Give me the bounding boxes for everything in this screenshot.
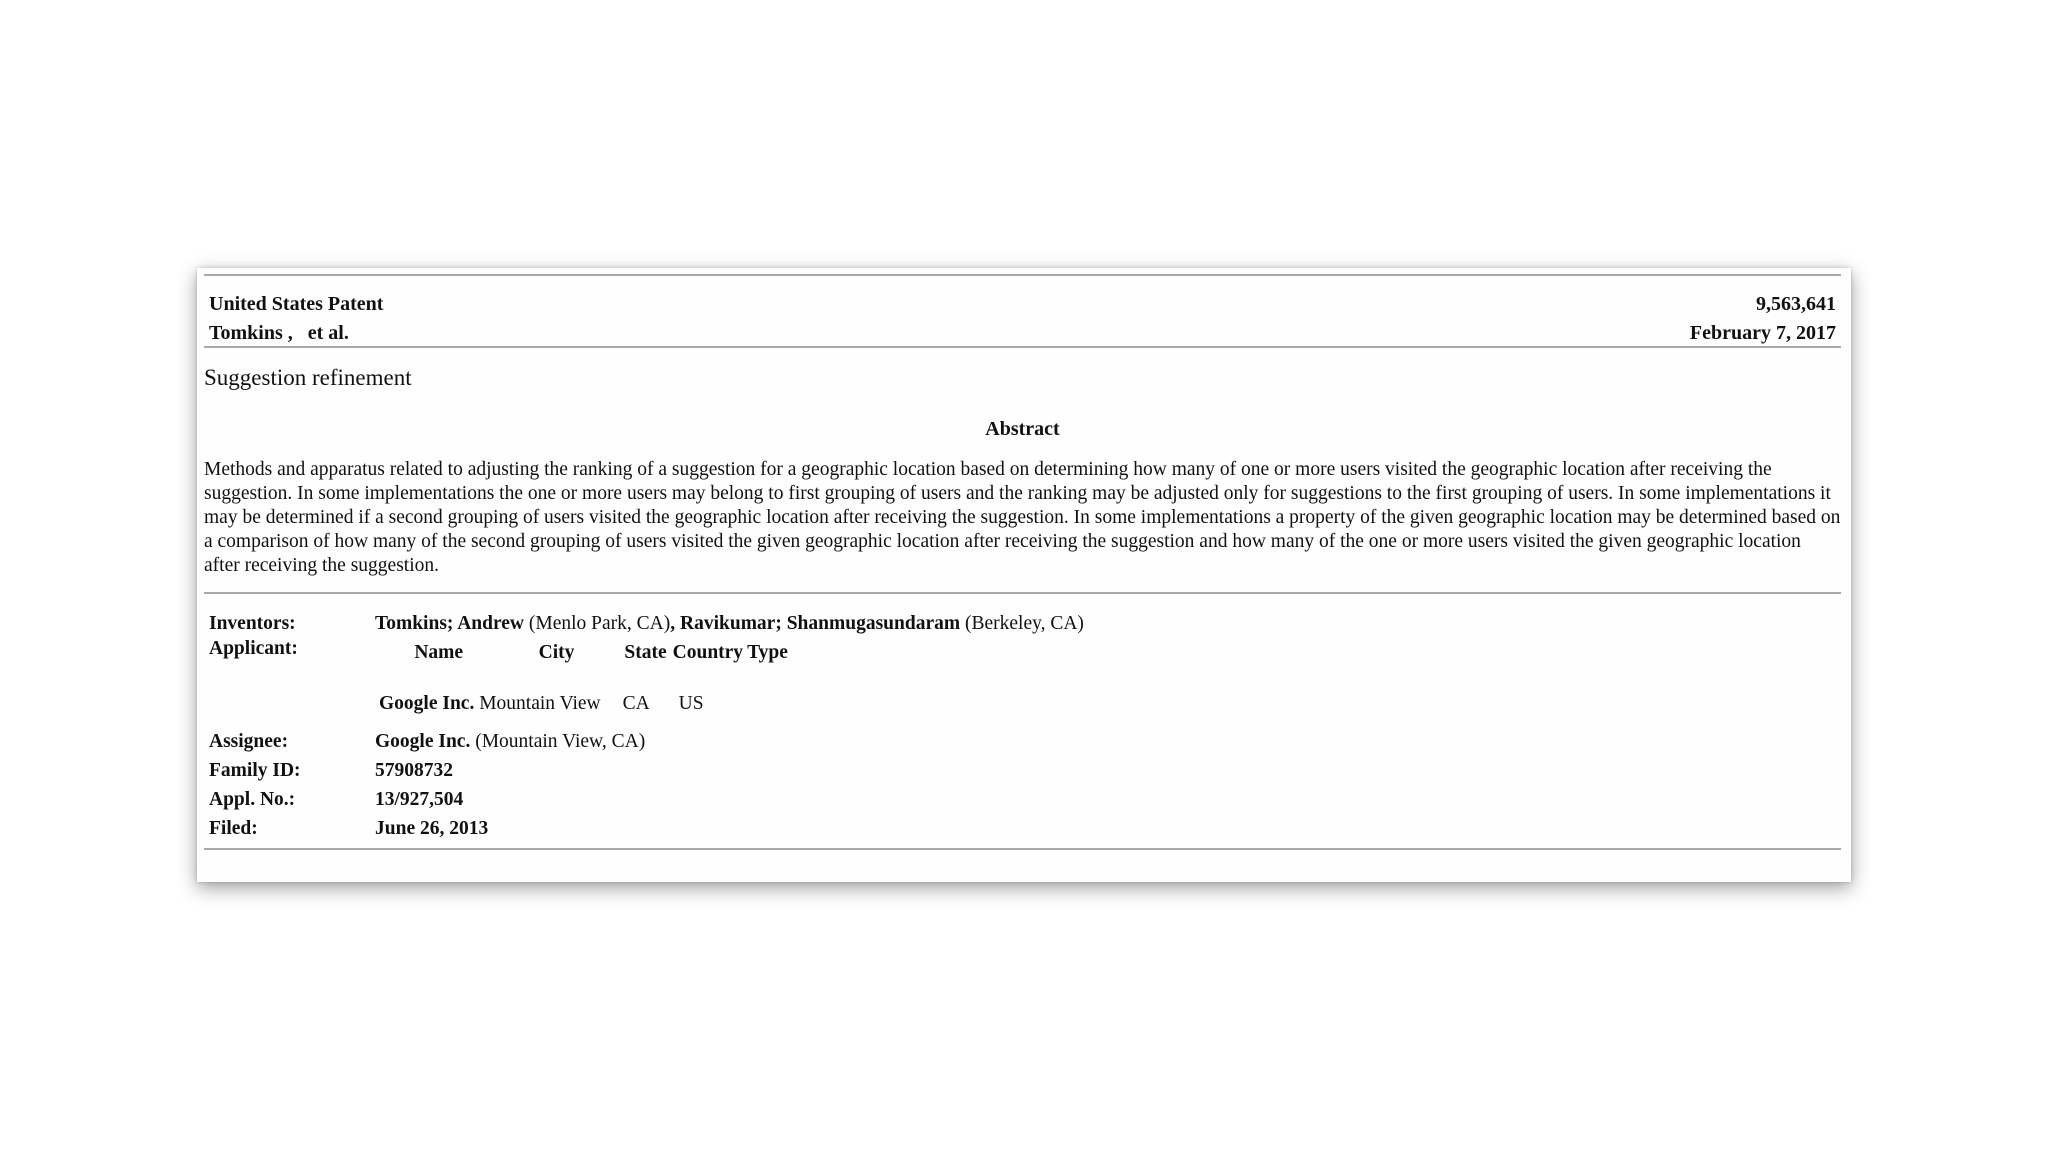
applicant-country: US (678, 693, 704, 714)
applicant-type (747, 675, 792, 727)
filed-value: June 26, 2013 (375, 818, 489, 839)
applicant-table-header (375, 638, 792, 675)
assignee-name: Google Inc. (375, 731, 471, 752)
filed-label: Filed: (209, 818, 258, 839)
assignee-row (209, 727, 1841, 756)
assignee-location: (Mountain View, CA) (470, 731, 646, 752)
bottom-divider (204, 848, 1841, 850)
column-header-state: State (624, 642, 667, 663)
patent-date: February 7, 2017 (1689, 322, 1836, 344)
document-type: United States Patent (209, 293, 384, 315)
abstract-text: Methods and apparatus related to adjusting the ranking of a suggestion for a geographic location based on determining how many of one or more users visited the geographic location after receiving the suggestion. In some implementations the one or more users may belong to first grouping of users and the ranking may be adjusted only for suggestions to the first grouping of users. In some implementations it may be determined if a second grouping of users visited the geographic location after receiving the suggestion. In some implementations a property of the given geographic location may be determined based on a comparison of how many of the second grouping of users visited the given geographic location after receiving the suggestion and how many of the one or more users visited the given geographic location after receiving the suggestion. (204, 459, 1841, 576)
header-right (1690, 290, 1836, 346)
inventor-separator: , (670, 613, 680, 634)
applicant-name-city-cell (375, 675, 611, 727)
applicant-city: Mountain View (479, 693, 601, 714)
column-header-city: City (538, 642, 575, 663)
column-header-name: Name (414, 642, 464, 663)
patent-metadata (204, 594, 1841, 843)
inventors-row (209, 609, 1841, 638)
patent-title: Suggestion refinement (204, 365, 412, 390)
appl-no-row (209, 785, 1841, 814)
assignee-value (375, 727, 645, 756)
assignee-label: Assignee: (209, 731, 289, 752)
abstract-heading: Abstract (985, 418, 1060, 440)
header-left (209, 290, 383, 346)
appl-no-label: Appl. No.: (209, 789, 296, 810)
appl-no-value: 13/927,504 (375, 789, 464, 810)
inventors-value (375, 609, 1084, 638)
inventor-name-1: Tomkins; Andrew (375, 613, 525, 634)
applicant-label: Applicant: (209, 638, 298, 659)
family-id-row (209, 756, 1841, 785)
patent-document (197, 268, 1851, 882)
applicant-name: Google Inc. (379, 693, 475, 714)
column-header-country: Country (672, 642, 744, 663)
inventor-location-1: (Menlo Park, CA) (524, 613, 671, 634)
applicant-table-row (375, 675, 792, 727)
applicant-row (209, 638, 1841, 727)
inventor-location-2: (Berkeley, CA) (960, 613, 1084, 634)
inventors-label: Inventors: (209, 613, 296, 634)
family-id-value: 57908732 (375, 760, 453, 781)
patent-number: 9,563,641 (1756, 293, 1836, 315)
column-header-type: Type (747, 642, 788, 663)
filed-row (209, 814, 1841, 843)
inventor-name-2: Ravikumar; Shanmugasundaram (680, 613, 961, 634)
family-id-label: Family ID: (209, 760, 301, 781)
inventors-short: Tomkins , et al. (209, 322, 349, 344)
applicant-table (375, 638, 792, 727)
applicant-state: CA (622, 693, 650, 714)
patent-header (204, 276, 1841, 346)
